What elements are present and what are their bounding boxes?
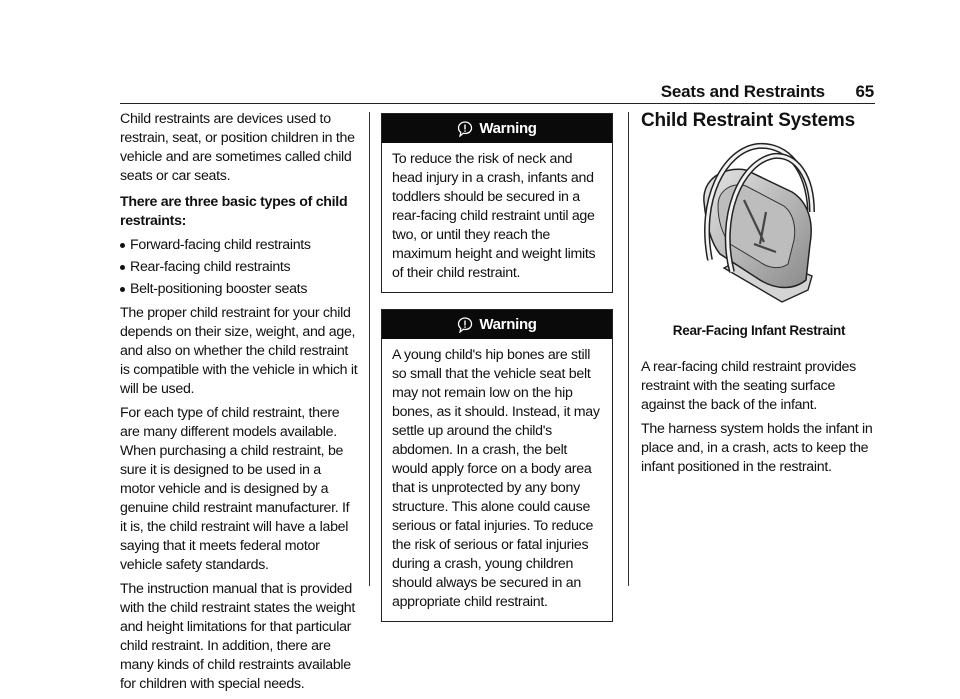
body-paragraph: The instruction manual that is provided with the child restraint states the weight and height limitations for that particular child restraint. In addition, there are many kinds of child restraints available for children with special needs. (120, 581, 356, 692)
column-divider (369, 112, 370, 586)
warning-icon (457, 121, 473, 137)
left-column (120, 110, 358, 699)
column-divider (628, 112, 629, 586)
list-item: Belt-positioning booster seats (120, 280, 358, 299)
body-paragraph: A rear-facing child restraint provides restraint with the seating surface against the back of the infant. (641, 359, 856, 413)
warning-title: Warning (479, 120, 537, 137)
warning-text: To reduce the risk of neck and head injury in a crash, infants and toddlers should be secured in a rear-facing child restraint until age two, or until they reach the maximum height and weight limits of their child restraint. (392, 151, 596, 281)
body-paragraph: The proper child restraint for your child depends on their size, weight, and age, and also on whether the child restraint is compatible with the vehicle in which it will be used. (120, 305, 358, 397)
body-paragraph: The harness system holds the infant in place and, in a crash, acts to keep the infant positioned in the restraint. (641, 421, 873, 475)
types-lead: There are three basic types of child restraints: (120, 194, 348, 229)
warning-title: Warning (479, 316, 537, 333)
warning-icon (457, 317, 473, 333)
warning-text: A young child's hip bones are still so small that the vehicle seat belt may not remain low on the hip bones, as it should. Instead, it may settle up around the child's abdomen. In a crash, the belt would apply force on a body area that is unprotected by any bony structure. This alone could cause serious or fatal injuries. To reduce the risk of serious or fatal injuries during a crash, young children should always be secured in an appropriate child restraint. (392, 347, 600, 610)
page-number: 65 (855, 82, 874, 101)
rear-facing-infant-seat-icon (684, 140, 834, 315)
section-heading: Child Restraint Systems (641, 110, 855, 131)
warning-header (382, 310, 612, 339)
middle-column (381, 110, 613, 638)
warning-header (382, 114, 612, 143)
list-item: Forward-facing child restraints (120, 236, 358, 255)
figure-caption: Rear-Facing Infant Restraint (672, 323, 846, 338)
restraint-types-list (120, 236, 358, 299)
right-column (641, 110, 877, 482)
intro-paragraph: Child restraints are devices used to restrain, seat, or position children in the vehicle and are sometimes called child seats or car seats. (120, 111, 355, 184)
section-title: Seats and Restraints (660, 82, 825, 101)
infant-seat-illustration (641, 140, 877, 315)
body-paragraph: For each type of child restraint, there are many different models available. When purchasing a child restraint, be sure it is designed to be used in a motor vehicle and is designed by a genuine child restraint manufacturer. If it is, the child restraint will have a label saying that it meets federal motor vehicle safety standards. (120, 405, 350, 573)
warning-box (381, 113, 613, 293)
header-rule (120, 103, 875, 104)
list-item: Rear-facing child restraints (120, 258, 358, 277)
warning-box (381, 309, 613, 622)
running-header (661, 82, 874, 102)
